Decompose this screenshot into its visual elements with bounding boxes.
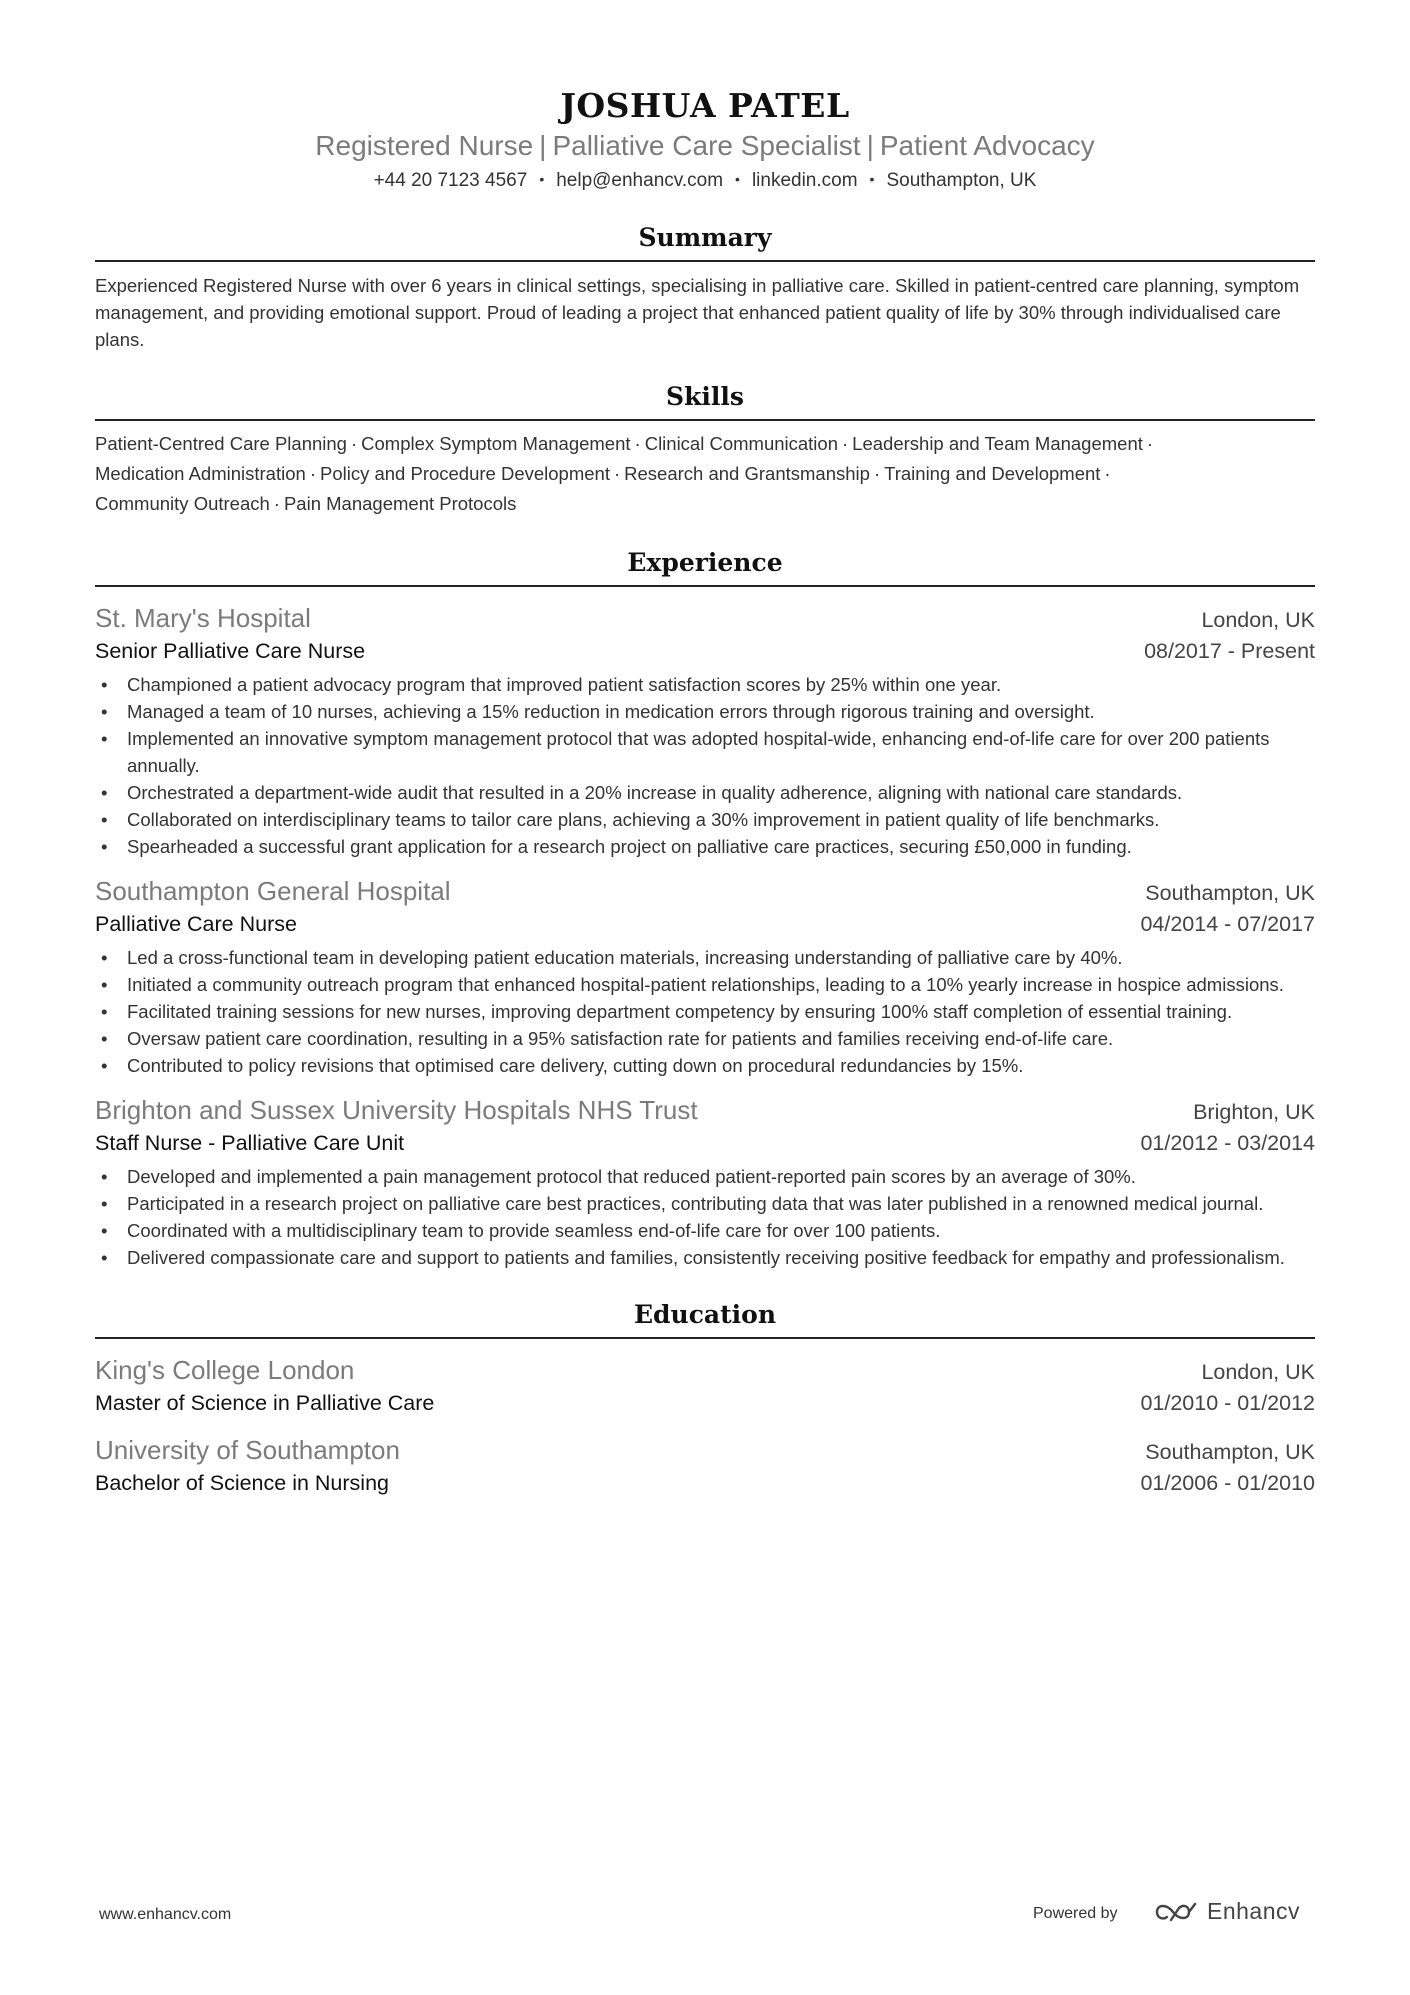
entry-header bbox=[95, 1353, 1315, 1387]
skill-item: Training and Development bbox=[884, 463, 1101, 484]
resume-content bbox=[95, 0, 1315, 1499]
title-2: Palliative Care Specialist bbox=[552, 130, 861, 161]
section-heading: Experience bbox=[95, 545, 1315, 587]
contact-line bbox=[95, 166, 1315, 194]
skill-item: Research and Grantsmanship bbox=[624, 463, 870, 484]
skill-item: Leadership and Team Management bbox=[852, 433, 1143, 454]
entry-subheader bbox=[95, 635, 1315, 667]
skill-item: Policy and Procedure Development bbox=[319, 463, 610, 484]
section-heading: Skills bbox=[95, 379, 1315, 421]
skill-separator: · bbox=[350, 433, 358, 454]
contact-phone: +44 20 7123 4567 bbox=[373, 170, 528, 191]
achievement-item: • Contributed to policy revisions that optimised care delivery, cutting down on procedural redundancies by 15%. bbox=[95, 1052, 1315, 1079]
skill-item: Medication Administration bbox=[95, 463, 306, 484]
school-name: University of Southampton bbox=[95, 1435, 400, 1465]
skill-separator: · bbox=[873, 463, 881, 484]
entry-header bbox=[95, 1093, 1315, 1127]
achievement-item: • Participated in a research project on palliative care best practices, contributing data that was later published in a renowned medical journal. bbox=[95, 1190, 1315, 1217]
achievement-item: • Delivered compassionate care and support to patients and families, consistently receiving positive feedback for empathy and professionalism. bbox=[95, 1244, 1315, 1271]
entry-subheader bbox=[95, 1387, 1315, 1419]
contact-email[interactable]: help@enhancv.com bbox=[556, 170, 724, 191]
job-dates: 01/2012 - 03/2014 bbox=[1140, 1131, 1315, 1155]
resume-header bbox=[95, 0, 1315, 194]
skill-item: Community Outreach bbox=[95, 493, 270, 514]
section-heading: Summary bbox=[95, 220, 1315, 262]
achievement-list bbox=[95, 944, 1315, 1079]
title-1: Registered Nurse bbox=[315, 130, 534, 161]
achievement-list bbox=[95, 1163, 1315, 1271]
skill-separator: · bbox=[273, 493, 280, 514]
skill-separator: · bbox=[842, 433, 849, 454]
brand-logo[interactable] bbox=[1153, 1898, 1300, 1925]
job-title: Staff Nurse - Palliative Care Unit bbox=[95, 1131, 405, 1155]
achievement-item: • Orchestrated a department-wide audit that resulted in a 20% increase in quality adherence, aligning with national care standards. bbox=[95, 779, 1315, 806]
achievement-item: • Implemented an innovative symptom management protocol that was adopted hospital-wide, enhancing end-of-life care for over 200 patients annually. bbox=[95, 725, 1315, 779]
candidate-name: JOSHUA PATEL bbox=[560, 86, 850, 125]
achievement-item: • Facilitated training sessions for new nurses, improving department competency by ensuring 100% staff completion of essential training. bbox=[95, 998, 1315, 1025]
powered-by-label: Powered by bbox=[1033, 1905, 1118, 1922]
job-title: Palliative Care Nurse bbox=[95, 912, 297, 936]
footer-url[interactable]: www.enhancv.com bbox=[99, 1906, 232, 1923]
skill-item: Complex Symptom Management bbox=[361, 433, 631, 454]
page-footer bbox=[0, 1898, 1410, 1938]
entry-header bbox=[95, 874, 1315, 908]
experience-section bbox=[95, 545, 1315, 1271]
skill-separator: · bbox=[634, 433, 641, 454]
experience-entry bbox=[95, 1093, 1315, 1271]
achievement-item: • Managed a team of 10 nurses, achieving a 15% reduction in medication errors through rigorous training and oversight. bbox=[95, 698, 1315, 725]
professional-titles bbox=[95, 128, 1315, 164]
skill-separator: · bbox=[613, 463, 621, 484]
section-heading: Education bbox=[95, 1297, 1315, 1339]
employer-name: Southampton General Hospital bbox=[95, 876, 451, 906]
experience-entry bbox=[95, 601, 1315, 860]
study-dates: 01/2010 - 01/2012 bbox=[1140, 1391, 1315, 1415]
summary-section bbox=[95, 220, 1315, 353]
contact-separator: • bbox=[539, 171, 545, 187]
contact-location: Southampton, UK bbox=[886, 170, 1037, 191]
achievement-item: • Led a cross-functional team in developing patient education materials, increasing understanding of palliative care by 40%. bbox=[95, 944, 1315, 971]
achievement-item: • Oversaw patient care coordination, resulting in a 95% satisfaction rate for patients and families receiving end-of-life care. bbox=[95, 1025, 1315, 1052]
achievement-item: • Coordinated with a multidisciplinary team to provide seamless end-of-life care for over 100 patients. bbox=[95, 1217, 1315, 1244]
skill-separator: · bbox=[309, 463, 316, 484]
title-3: Patient Advocacy bbox=[879, 130, 1095, 161]
experience-entry bbox=[95, 874, 1315, 1079]
education-entry bbox=[95, 1353, 1315, 1419]
brand-name: Enhancv bbox=[1207, 1898, 1301, 1924]
education-entry bbox=[95, 1433, 1315, 1499]
employer-location: Brighton, UK bbox=[1193, 1100, 1315, 1124]
school-location: Southampton, UK bbox=[1145, 1440, 1315, 1464]
employer-name: St. Mary's Hospital bbox=[95, 603, 311, 633]
skill-separator: · bbox=[1146, 433, 1154, 454]
achievement-list bbox=[95, 671, 1315, 860]
title-separator: | bbox=[866, 130, 874, 161]
skills-list bbox=[95, 429, 1315, 519]
degree: Master of Science in Palliative Care bbox=[95, 1391, 435, 1415]
employer-location: London, UK bbox=[1201, 608, 1315, 632]
achievement-item: • Championed a patient advocacy program that improved patient satisfaction scores by 25% within one year. bbox=[95, 671, 1315, 698]
achievement-item: • Collaborated on interdisciplinary teams to tailor care plans, achieving a 30% improvement in patient quality of life benchmarks. bbox=[95, 806, 1315, 833]
contact-linkedin[interactable]: linkedin.com bbox=[751, 170, 858, 191]
skills-section bbox=[95, 379, 1315, 519]
entry-subheader bbox=[95, 1467, 1315, 1499]
skill-item: Patient-Centred Care Planning bbox=[95, 433, 347, 454]
entry-subheader bbox=[95, 908, 1315, 940]
entry-header bbox=[95, 1433, 1315, 1467]
entry-subheader bbox=[95, 1127, 1315, 1159]
school-name: King's College London bbox=[95, 1355, 355, 1385]
entry-header bbox=[95, 601, 1315, 635]
job-dates: 04/2014 - 07/2017 bbox=[1140, 912, 1315, 936]
title-separator: | bbox=[539, 130, 547, 161]
achievement-item: • Initiated a community outreach program that enhanced hospital-patient relationships, leading to a 10% yearly increase in hospice admissions. bbox=[95, 971, 1315, 998]
job-dates: 08/2017 - Present bbox=[1144, 639, 1315, 663]
summary-text: Experienced Registered Nurse with over 6 years in clinical settings, specialising in palliative care. Skilled in patient-centred care planning, symptom management, and providing emotional support. Proud of leading a project that enhanced patient quality of life by 30% through individualised care plans. bbox=[95, 275, 1300, 350]
skill-item: Pain Management Protocols bbox=[283, 493, 517, 514]
school-location: London, UK bbox=[1201, 1360, 1315, 1384]
skill-separator: · bbox=[1104, 463, 1111, 484]
job-title: Senior Palliative Care Nurse bbox=[95, 639, 366, 663]
enhancv-logo-icon bbox=[1153, 1899, 1199, 1925]
employer-location: Southampton, UK bbox=[1145, 881, 1315, 905]
contact-separator: • bbox=[869, 171, 875, 187]
study-dates: 01/2006 - 01/2010 bbox=[1140, 1471, 1315, 1495]
achievement-item: • Spearheaded a successful grant application for a research project on palliative care practices, securing £50,000 in funding. bbox=[95, 833, 1315, 860]
education-section bbox=[95, 1297, 1315, 1499]
achievement-item: • Developed and implemented a pain management protocol that reduced patient-reported pain scores by an average of 30%. bbox=[95, 1163, 1315, 1190]
contact-separator: • bbox=[735, 171, 740, 187]
degree: Bachelor of Science in Nursing bbox=[95, 1471, 389, 1495]
employer-name: Brighton and Sussex University Hospitals NHS Trust bbox=[95, 1095, 698, 1125]
skill-item: Clinical Communication bbox=[644, 433, 838, 454]
